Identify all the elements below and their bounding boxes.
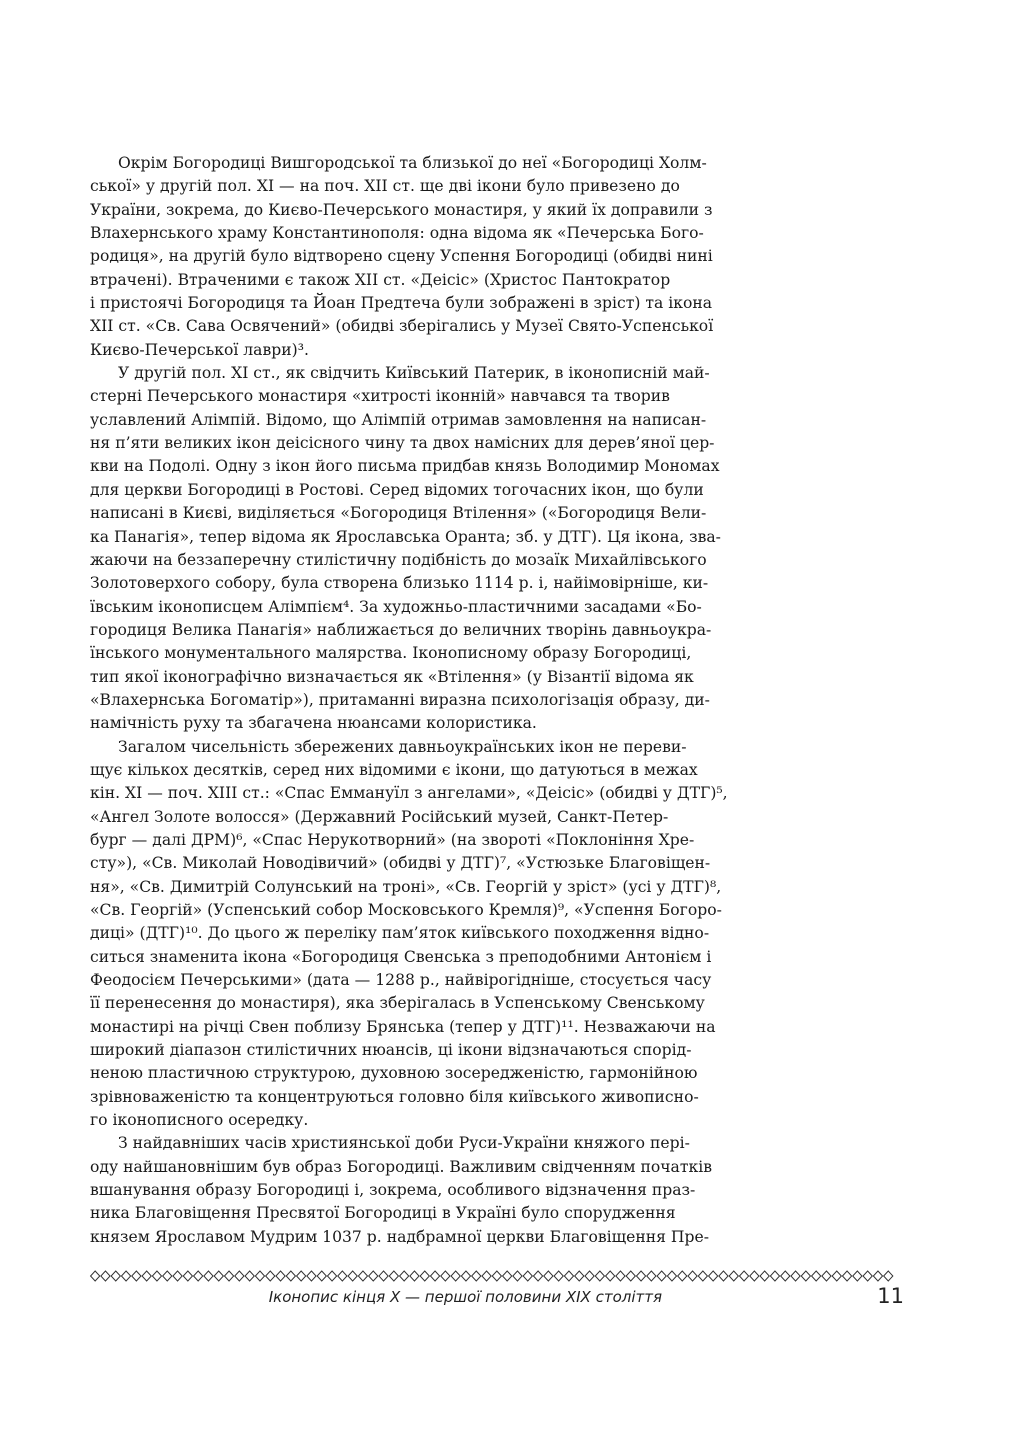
ornament-diamond [812, 1271, 821, 1281]
text-line: намічність руху та збагачена нюансами колористика. [90, 714, 537, 733]
text-line: ка Панагія», тепер відома як Ярославська Оранта; зб. у ДТГ). Ця ікона, зва- [90, 527, 721, 546]
ornament-diamond [461, 1271, 470, 1281]
text-line: «Св. Георгій» (Успенський собор Московського Кремля)⁹, «Успення Богоро- [90, 901, 722, 919]
text-line: Окрім Богородиці Вишгородської та близької до неї «Богородиці Холм- [118, 154, 707, 172]
ornament-diamond [286, 1271, 295, 1281]
ornament-diamond [152, 1271, 161, 1281]
ornament-divider [90, 1270, 902, 1282]
text-line: неною пластичною структурою, духовною зосередженістю, гармонійною [90, 1064, 698, 1083]
running-title: Іконопис кінця X — першої половини XIX століття [268, 1288, 662, 1306]
ornament-diamond [533, 1271, 542, 1281]
text-line: городиця Велика Панагія» наближається до величних творінь давньоукра- [90, 620, 712, 639]
text-line: Загалом чисельність збережених давньоукраїнських ікон не переви- [118, 737, 687, 756]
ornament-diamond [430, 1271, 439, 1281]
text-line: для церкви Богородиці в Ростові. Серед відомих тогочасних ікон, що були [90, 480, 704, 499]
ornament-diamond [523, 1271, 532, 1281]
ornament-diamond [111, 1271, 120, 1281]
ornament-diamond [750, 1271, 759, 1281]
ornament-diamond [554, 1271, 563, 1281]
ornament-diamond [781, 1271, 790, 1281]
text-line: кін. XI — поч. XIII ст.: «Спас Еммануїл з ангелами», «Деісіс» (обидві у ДТГ)⁵, [90, 784, 728, 803]
ornament-diamond [224, 1271, 233, 1281]
ornament-diamond [441, 1271, 450, 1281]
text-line: «Влахернська Богоматір»), притаманні виразна психологізація образу, ди- [90, 690, 710, 709]
ornament-diamond [842, 1271, 851, 1281]
ornament-diamond [410, 1271, 419, 1281]
ornament-diamond [657, 1271, 666, 1281]
ornament-diamond [616, 1271, 625, 1281]
text-line: диці» (ДТГ)¹⁰. До цього ж переліку пам’яток київського походження відно- [90, 924, 710, 943]
ornament-diamond [420, 1271, 429, 1281]
ornament-diamond [194, 1271, 203, 1281]
text-line: У другій пол. XI ст., як свідчить Київський Патерик, в іконописній май- [118, 364, 710, 383]
ornament-diamond [348, 1271, 357, 1281]
ornament-diamond [255, 1271, 264, 1281]
ornament-diamond [91, 1271, 100, 1281]
text-line: ня п’яти великих ікон деісісного чину та двох намісних для дерев’яної цер- [90, 434, 715, 453]
ornament-diamond [564, 1271, 573, 1281]
ornament-diamond [235, 1271, 244, 1281]
text-line: ника Благовіщення Пресвятої Богородиці в Україні було спорудження [90, 1204, 676, 1223]
ornament-diamond [204, 1271, 213, 1281]
ornament-diamond [358, 1271, 367, 1281]
ornament-diamond [729, 1271, 738, 1281]
ornament-diamond [698, 1271, 707, 1281]
text-line: монастирі на річці Свен поблизу Брянська (тепер у ДТГ)¹¹. Незважаючи на [90, 1017, 716, 1036]
text-line: ської» у другій пол. XI — на поч. XII ст. ще дві ікони було привезено до [90, 177, 680, 196]
text-line: жаючи на беззаперечну стилістичну подібність до мозаїк Михайлівського [90, 550, 707, 569]
ornament-diamond [503, 1271, 512, 1281]
ornament-diamond [245, 1271, 254, 1281]
ornament-diamond [832, 1271, 841, 1281]
ornament-diamond [389, 1271, 398, 1281]
text-line: її перенесення до монастиря), яка зберігалась в Успенському Свенському [90, 994, 705, 1013]
text-line: уславлений Алімпій. Відомо, що Алімпій отримав замовлення на написан- [90, 410, 707, 429]
ornament-diamond [647, 1271, 656, 1281]
ornament-diamond [791, 1271, 800, 1281]
ornament-diamond [492, 1271, 501, 1281]
ornament-diamond [636, 1271, 645, 1281]
ornament-diamond [873, 1271, 882, 1281]
text-line: родиця», на другій було відтворено сцену Успення Богородиці (обидві нині [90, 247, 713, 266]
ornament-diamond [709, 1271, 718, 1281]
text-line: князем Ярославом Мудрим 1037 р. надбрамної церкви Благовіщення Пре- [90, 1227, 709, 1246]
body-text [90, 152, 728, 1249]
text-line: XII ст. «Св. Сава Освячений» (обидві зберігались у Музеї Свято-Успенської [90, 317, 714, 336]
ornament-diamond [606, 1271, 615, 1281]
text-line: бург — далі ДРМ)⁶, «Спас Нерукотворний» (на звороті «Поклоніння Хре- [90, 830, 695, 849]
ornament-diamond [121, 1271, 130, 1281]
text-line: «Ангел Золоте волосся» (Державний Російський музей, Санкт-Петер- [90, 807, 669, 826]
text-line: Золотоверхого собору, була створена близько 1114 р. і, найімовірніше, ки- [90, 574, 709, 593]
text-line: України, зокрема, до Києво-Печерського монастиря, у який їх доправили з [90, 200, 713, 219]
ornament-diamond [739, 1271, 748, 1281]
text-line: ситься знаменита ікона «Богородиця Свенська з преподобними Антонієм і [90, 947, 712, 966]
ornament-diamond [276, 1271, 285, 1281]
ornament-diamond [307, 1271, 316, 1281]
ornament-diamond [142, 1271, 151, 1281]
ornament-diamond [760, 1271, 769, 1281]
ornament-diamond [822, 1271, 831, 1281]
ornament-diamond [719, 1271, 728, 1281]
ornament-diamond [451, 1271, 460, 1281]
text-line: го іконописного осередку. [90, 1111, 309, 1130]
text-line: широкий діапазон стилістичних нюансів, ці ікони відзначаються спорід- [90, 1041, 692, 1060]
text-line: щує кількох десятків, серед них відомими є ікони, що датуються в межах [90, 760, 698, 779]
ornament-diamond [585, 1271, 594, 1281]
page-number: 11 [877, 1284, 904, 1308]
ornament-diamond [132, 1271, 141, 1281]
ornament-diamond [369, 1271, 378, 1281]
ornament-diamond [266, 1271, 275, 1281]
ornament-diamond [626, 1271, 635, 1281]
text-line: втрачені). Втраченими є також XII ст. «Деісіс» (Христос Пантократор [90, 270, 671, 289]
ornament-diamond [575, 1271, 584, 1281]
ornament-diamond [678, 1271, 687, 1281]
ornament-diamond [863, 1271, 872, 1281]
text-line: Києво-Печерської лаври)³. [90, 340, 309, 359]
text-line: написані в Києві, виділяється «Богородиця Втілення» («Богородиця Вели- [90, 504, 707, 523]
ornament-diamond [214, 1271, 223, 1281]
ornament-diamond [317, 1271, 326, 1281]
text-line: тип якої іконографічно визначається як «Втілення» (у Візантії відома як [90, 667, 694, 686]
ornament-diamond [101, 1271, 110, 1281]
text-line: стерні Печерського монастиря «хитрості іконній» навчався та творив [90, 387, 670, 406]
text-line: і пристоячі Богородиця та Йоан Предтеча були зображені в зріст) та ікона [90, 294, 713, 313]
ornament-diamond [379, 1271, 388, 1281]
ornament-diamond [544, 1271, 553, 1281]
text-line: ївським іконописцем Алімпієм⁴. За художньо-пластичними засадами «Бо- [90, 597, 702, 616]
ornament-diamond [173, 1271, 182, 1281]
text-line: оду найшановнішим був образ Богородиці. Важливим свідченням початків [90, 1157, 712, 1176]
ornament-diamond [688, 1271, 697, 1281]
text-line: З найдавніших часів християнської доби Руси-України княжого пері- [118, 1134, 690, 1153]
ornament-diamond [297, 1271, 306, 1281]
text-line: ня», «Св. Димитрій Солунський на троні», «Св. Георгій у зріст» (усі у ДТГ)⁸, [90, 877, 722, 896]
ornament-diamond [338, 1271, 347, 1281]
ornament-diamond [770, 1271, 779, 1281]
text-line: кви на Подолі. Одну з ікон його письма придбав князь Володимир Мономах [90, 457, 720, 476]
text-line: вшанування образу Богородиці і, зокрема, особливого відзначення праз- [90, 1181, 696, 1200]
ornament-diamond [595, 1271, 604, 1281]
text-line: Феодосієм Печерськими» (дата — 1288 р., найвірогідніше, стосується часу [90, 971, 712, 990]
ornament-diamond [801, 1271, 810, 1281]
text-line: зрівноваженістю та концентруються головно біля київського живописно- [90, 1087, 699, 1106]
ornament-diamond [482, 1271, 491, 1281]
ornament-diamond [884, 1271, 893, 1281]
ornament-diamond [853, 1271, 862, 1281]
text-line: сту»), «Св. Миколай Новодівичий» (обидві у ДТГ)⁷, «Устюзьке Благовіщен- [90, 854, 711, 873]
ornament-diamond [400, 1271, 409, 1281]
ornament-diamond [667, 1271, 676, 1281]
ornament-diamond [163, 1271, 172, 1281]
text-line: їнського монументального малярства. Іконописному образу Богородиці, [90, 644, 692, 663]
text-line: Влахернського храму Константинополя: одна відома як «Печерська Бого- [90, 224, 704, 243]
ornament-diamond [327, 1271, 336, 1281]
ornament-diamond [513, 1271, 522, 1281]
ornament-diamond [183, 1271, 192, 1281]
ornament-diamond [472, 1271, 481, 1281]
